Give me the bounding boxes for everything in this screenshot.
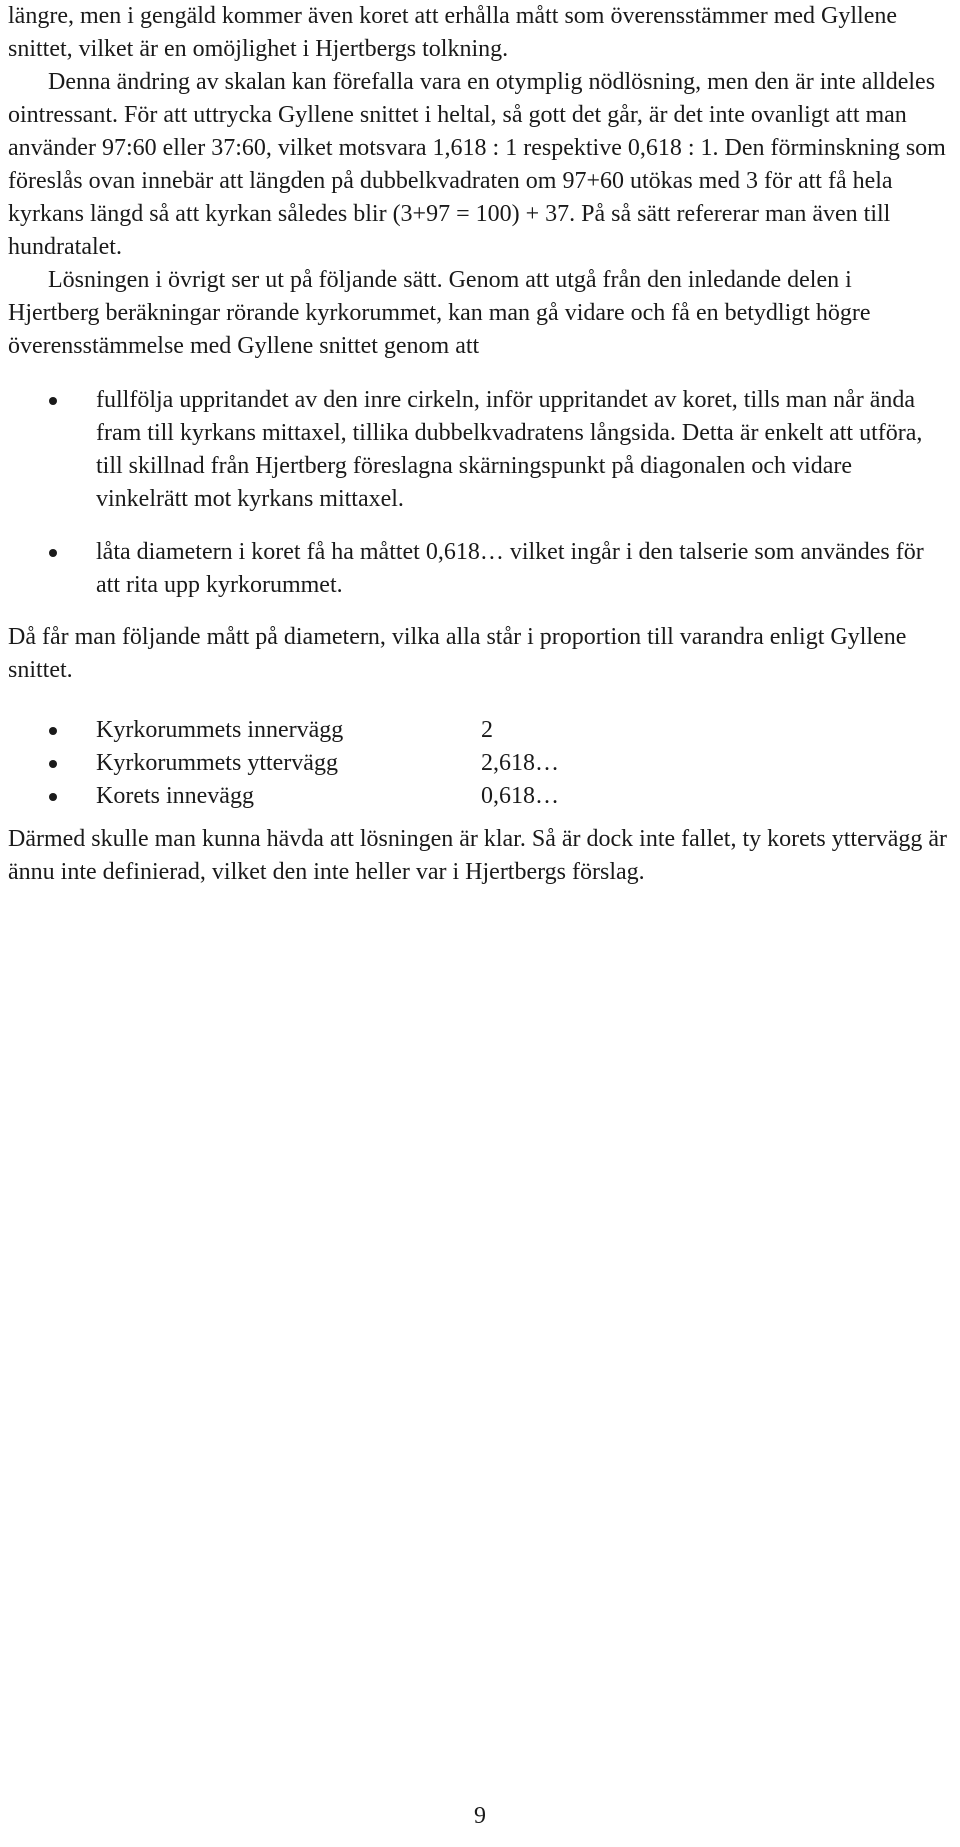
measure-value: 2 [481, 717, 493, 743]
bullet-icon [49, 727, 57, 735]
measure-label: Kyrkorummets innervägg [96, 717, 344, 743]
page-number: 9 [474, 1803, 486, 1829]
bullet-icon [49, 760, 57, 768]
list-item [8, 384, 948, 516]
bullet-icon [49, 549, 57, 557]
list-item [8, 714, 948, 747]
list-item-text: fullfölja uppritandet av den inre cirkeln, inför uppritandet av koret, tills man når ända fram till kyrkans mittaxel, tillika dubbelkvadratens långsida. Detta är enkelt att utföra, till skillnad från Hjertberg föreslagna skärningspunkt på diagonalen och vidare vinkelrätt mot kyrkans mittaxel. [96, 387, 923, 512]
page-body [8, 0, 948, 889]
solution-steps-list [8, 384, 948, 602]
paragraph-solution-intro: Lösningen i övrigt ser ut på följande sätt. Genom att utgå från den inledande delen i Hjertberg beräkningar rörande kyrkorummet, kan man gå vidare och få en betydligt högre överensstämmelse med Gyllene snittet genom att [8, 267, 871, 359]
bullet-icon [49, 793, 57, 801]
paragraph-continuation: längre, men i gengäld kommer även koret att erhålla mått som överensstämmer med Gyllene snittet, vilket är en omöjlighet i Hjertbergs tolkning. [8, 3, 898, 62]
list-item-text: låta diametern i koret få ha måttet 0,618… vilket ingår i den talserie som användes för att rita upp kyrkorummet. [96, 539, 924, 598]
list-item [8, 747, 948, 780]
list-item [8, 536, 948, 602]
measure-label: Kyrkorummets yttervägg [96, 750, 338, 776]
paragraph-conclusion: Därmed skulle man kunna hävda att lösningen är klar. Så är dock inte fallet, ty korets yttervägg är ännu inte definierad, vilket den inte heller var i Hjertbergs förslag. [8, 826, 948, 885]
paragraph-measures-intro: Då får man följande mått på diametern, vilka alla står i proportion till varandra enligt Gyllene snittet. [8, 624, 907, 683]
list-item [8, 780, 948, 813]
measures-list [8, 714, 948, 813]
measure-value: 0,618… [481, 783, 559, 809]
measure-value: 2,618… [481, 750, 559, 776]
measure-label: Korets innevägg [96, 783, 254, 809]
paragraph-scale-change: Denna ändring av skalan kan förefalla vara en otymplig nödlösning, men den är inte alldeles ointressant. För att uttrycka Gyllene snittet i heltal, så gott det går, är det inte ovanligt att man använder 97:60 eller 37:60, vilket motsvara 1,618 : 1 respektive 0,618 : 1. Den förminskning som föreslås ovan innebär att längden på dubbelkvadraten om 97+60 utökas med 3 för att få hela kyrkans längd så att kyrkan således blir (3+97 = 100) + 37. På så sätt refererar man även till hundratalet. [8, 69, 946, 260]
bullet-icon [49, 397, 57, 405]
